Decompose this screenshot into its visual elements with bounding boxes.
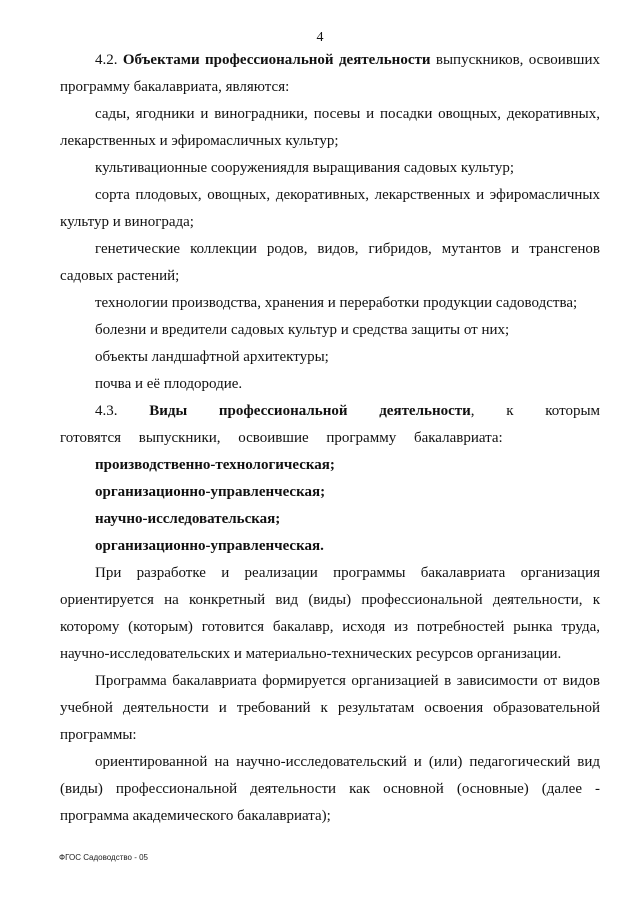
object-item: генетические коллекции родов, видов, гибридов, мутантов и трансгенов садовых растений; bbox=[60, 241, 600, 284]
document-body bbox=[60, 47, 600, 830]
section-4-3-bold: Виды профессиональной деятельности bbox=[149, 403, 471, 419]
section-4-3-heading: 4.3. Виды профессиональной деятельности, к которым готовятся выпускники, освоившие программу бакалавриата: bbox=[60, 403, 601, 446]
activity-type-item: организационно-управленческая. bbox=[95, 538, 324, 554]
object-item: сорта плодовых, овощных, декоративных, лекарственных и эфиромасличных культур и винограда; bbox=[60, 187, 600, 230]
formation-paragraph: Программа бакалавриата формируется организацией в зависимости от видов учебной деятельности и требований к результатам освоения образовательной программы: bbox=[60, 673, 600, 743]
activity-type-item: научно-исследовательская; bbox=[95, 511, 281, 527]
object-item: болезни и вредители садовых культур и средства защиты от них; bbox=[95, 322, 510, 338]
object-item: культивационные сооружениядля выращивания садовых культур; bbox=[95, 160, 515, 176]
object-item: сады, ягодники и виноградники, посевы и посадки овощных, декоративных, лекарственных и эфиромасличных культур; bbox=[60, 106, 600, 149]
footer-label: ФГОС Садоводство - 05 bbox=[59, 853, 149, 862]
object-item: технологии производства, хранения и переработки продукции садоводства; bbox=[95, 295, 578, 311]
activity-type-item: производственно-технологическая; bbox=[95, 457, 335, 473]
object-item: объекты ландшафтной архитектуры; bbox=[95, 349, 329, 365]
section-4-2-heading: 4.2. Объектами профессиональной деятельности выпускников, освоивших программу бакалавриата, являются: bbox=[60, 52, 600, 95]
page-number: 4 bbox=[316, 30, 324, 45]
academic-bachelor-paragraph: ориентированной на научно-исследовательский и (или) педагогический вид (виды) профессиональной деятельности как основной (основные) (далее - программа академического бакалавриата); bbox=[60, 754, 600, 824]
section-4-2-bold: Объектами профессиональной деятельности bbox=[122, 52, 431, 68]
orientation-paragraph: При разработке и реализации программы бакалавриата организация ориентируется на конкретный вид (виды) профессиональной деятельности, к которому (которым) готовится бакалавр, исходя из потребностей рынка труда, научно-исследовательских и материально-технических ресурсов организации. bbox=[60, 565, 600, 662]
object-item: почва и её плодородие. bbox=[95, 376, 243, 392]
activity-type-item: организационно-управленческая; bbox=[95, 484, 326, 500]
